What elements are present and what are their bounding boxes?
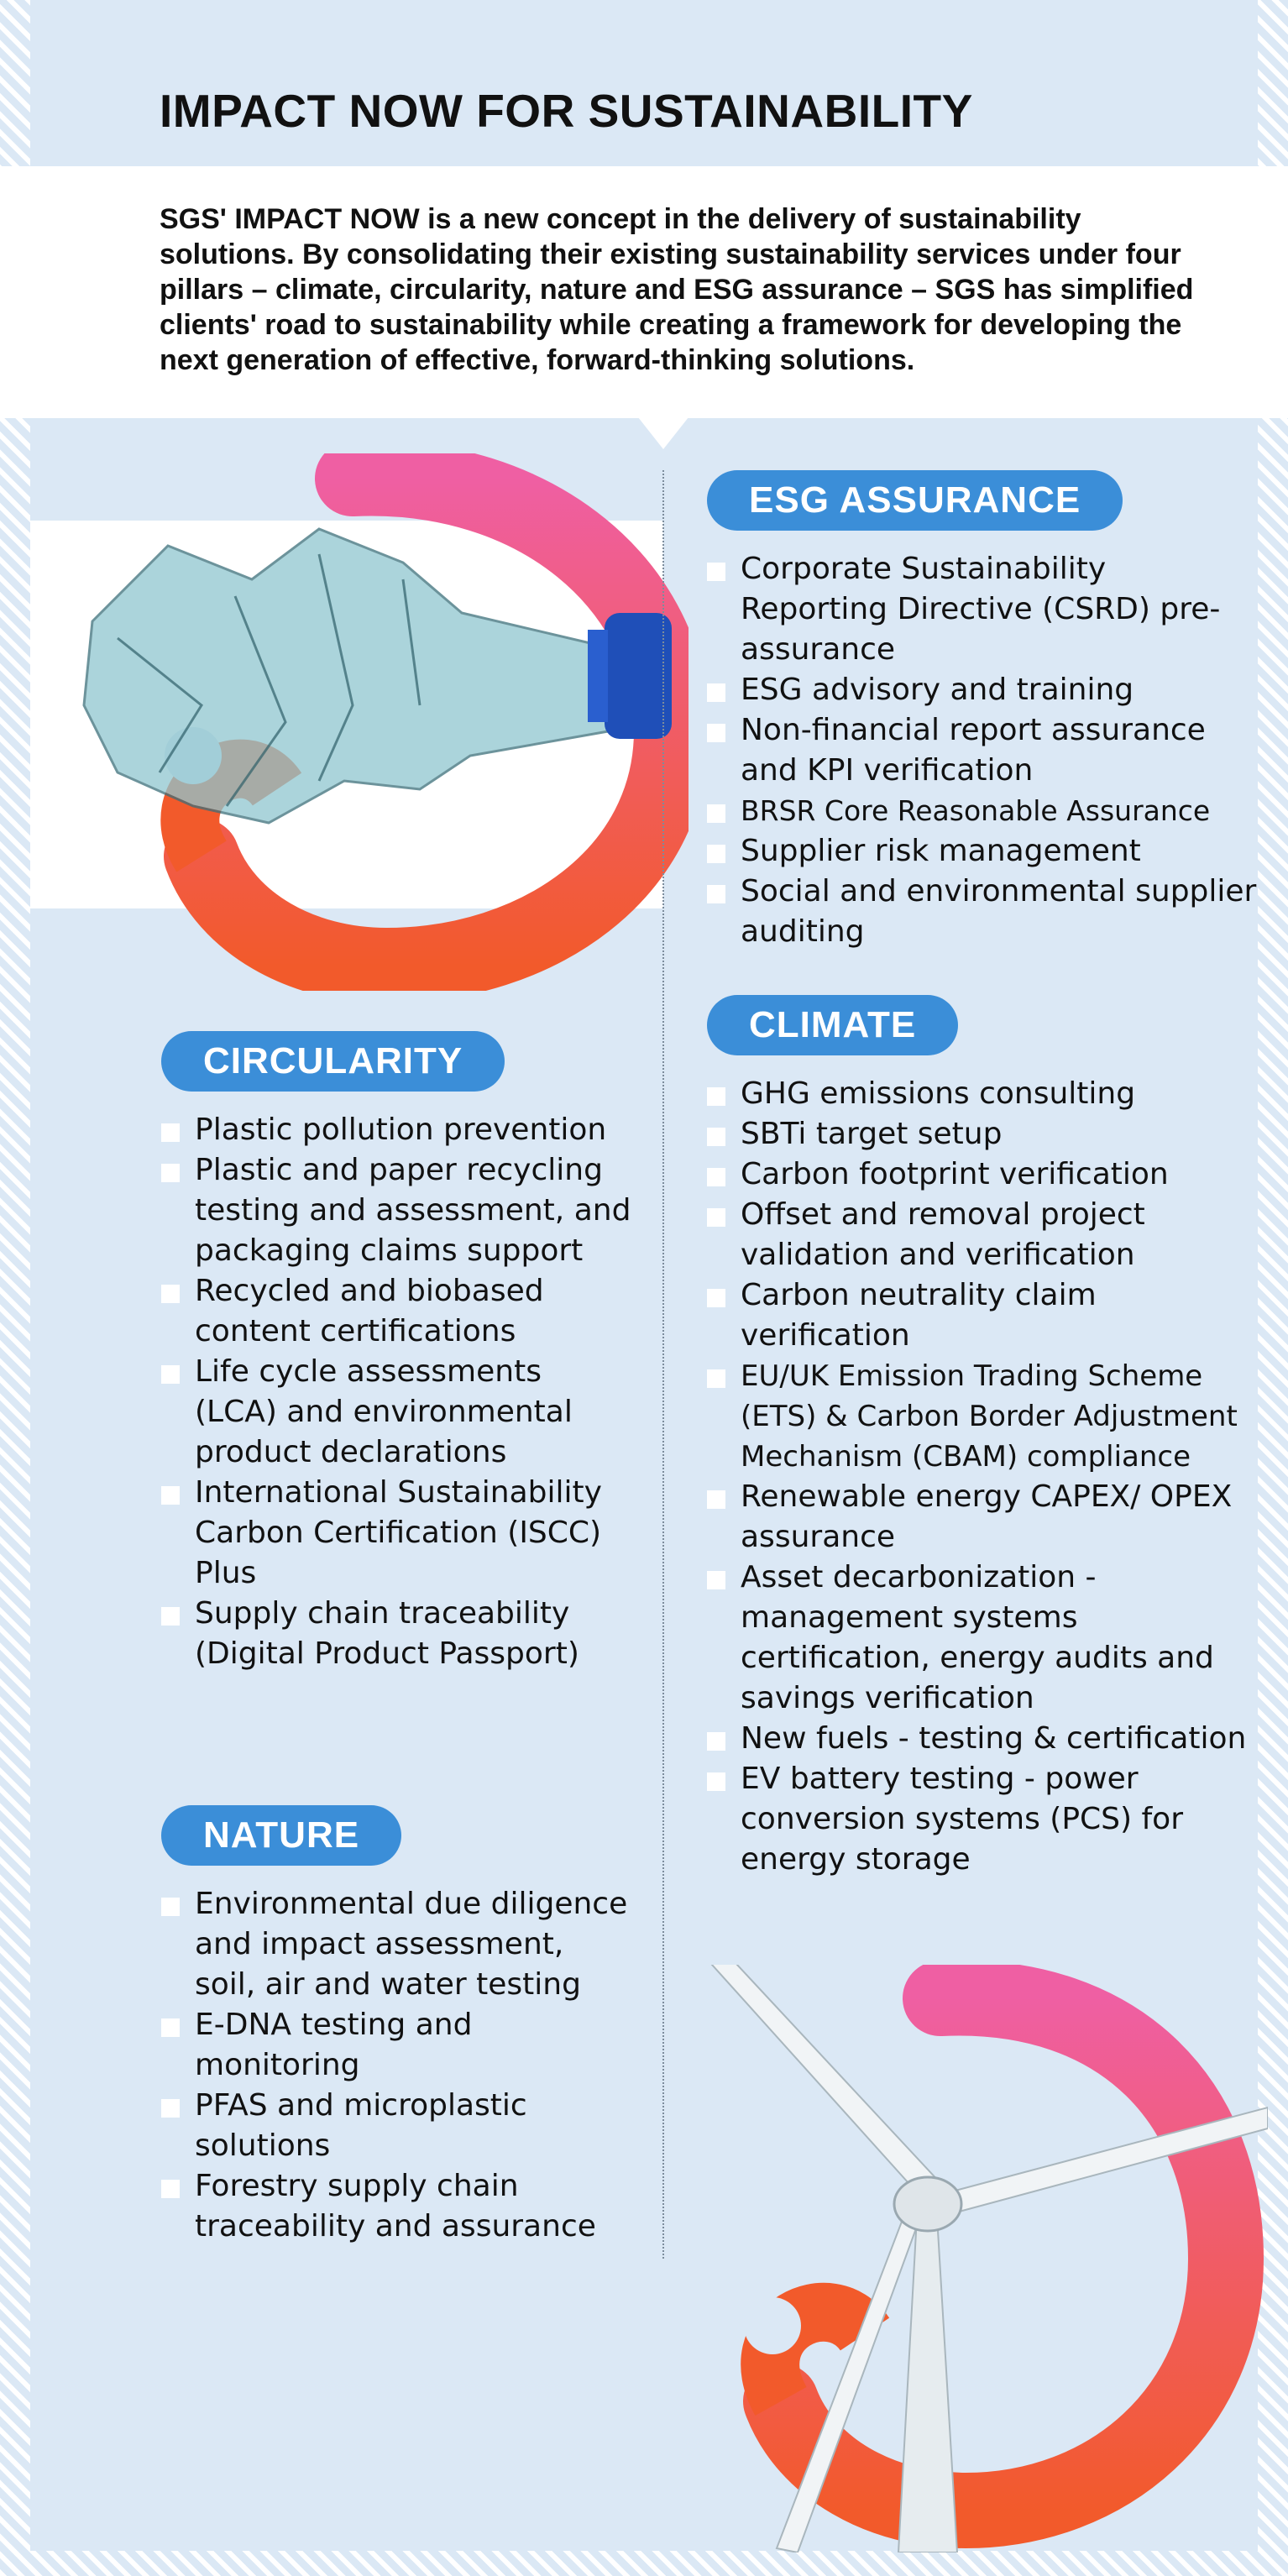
bullet-square-icon xyxy=(161,1365,180,1384)
list-item: Asset decarbonization - management systems certification, energy audits and savings verification xyxy=(707,1558,1261,1719)
list-item: PFAS and microplastic solutions xyxy=(161,2086,631,2166)
bullet-square-icon xyxy=(707,1128,725,1146)
esg-assurance-list xyxy=(707,549,1261,952)
page-title: IMPACT NOW FOR SUSTAINABILITY xyxy=(160,85,973,137)
esg-assurance-heading: ESG ASSURANCE xyxy=(707,470,1123,531)
bullet-square-icon xyxy=(161,2180,180,2198)
intro-paragraph: SGS' IMPACT NOW is a new concept in the delivery of sustainability solutions. By consolidating their existing sustainability services under four pillars – climate, circularity, nature and ESG assurance – SGS has simplified clients' road to sustainability while creating a framework for developing the next generation of effective, forward-thinking solutions. xyxy=(160,203,1194,376)
bullet-square-icon xyxy=(161,2018,180,2037)
crushed-plastic-bottle-icon xyxy=(67,453,689,991)
list-item: Plastic and paper recycling testing and assessment, and packaging claims support xyxy=(161,1150,631,1271)
bullet-square-icon xyxy=(161,2099,180,2118)
bullet-square-icon xyxy=(707,1289,725,1307)
bullet-square-icon xyxy=(707,724,725,742)
list-item: Corporate Sustainability Reporting Directive (CSRD) pre-assurance xyxy=(707,549,1261,670)
bullet-square-icon xyxy=(707,1772,725,1791)
bullet-square-icon xyxy=(707,1369,725,1388)
list-item: E-DNA testing and monitoring xyxy=(161,2005,631,2086)
list-item: Carbon footprint verification xyxy=(707,1154,1261,1195)
section-circularity xyxy=(161,1031,631,1674)
bullet-square-icon xyxy=(161,1607,180,1626)
circularity-heading: CIRCULARITY xyxy=(161,1031,505,1092)
list-item: SBTi target setup xyxy=(707,1114,1261,1154)
section-esg-assurance xyxy=(707,470,1261,952)
bullet-square-icon xyxy=(707,845,725,863)
list-item: Recycled and biobased content certifications xyxy=(161,1271,631,1352)
bullet-square-icon xyxy=(161,1486,180,1505)
circularity-list xyxy=(161,1110,631,1674)
climate-list xyxy=(707,1074,1261,1880)
list-item: Plastic pollution prevention xyxy=(161,1110,631,1150)
turbine-hub xyxy=(894,2177,961,2231)
wind-turbine-icon xyxy=(689,1965,1268,2552)
list-item: Supply chain traceability (Digital Product Passport) xyxy=(161,1594,631,1674)
list-item: New fuels - testing & certification xyxy=(707,1719,1261,1759)
bullet-square-icon xyxy=(161,1898,180,1916)
climate-heading: CLIMATE xyxy=(707,995,958,1055)
intro-pointer xyxy=(638,417,689,449)
bullet-square-icon xyxy=(161,1285,180,1303)
section-nature xyxy=(161,1805,631,2247)
list-item: GHG emissions consulting xyxy=(707,1074,1261,1114)
list-item: Renewable energy CAPEX/ OPEX assurance xyxy=(707,1477,1261,1558)
list-item: EU/UK Emission Trading Scheme (ETS) & Carbon Border Adjustment Mechanism (CBAM) compliance xyxy=(707,1356,1261,1477)
list-item: Supplier risk management xyxy=(707,831,1261,872)
bullet-square-icon xyxy=(707,1087,725,1106)
section-climate xyxy=(707,995,1261,1880)
list-item: International Sustainability Carbon Certification (ISCC) Plus xyxy=(161,1473,631,1594)
list-item: Social and environmental supplier auditing xyxy=(707,872,1261,952)
turbine-tower xyxy=(898,2217,957,2552)
bullet-square-icon xyxy=(707,804,725,823)
list-item: EV battery testing - power conversion systems (PCS) for energy storage xyxy=(707,1759,1261,1880)
column-divider xyxy=(662,470,664,2259)
nature-list xyxy=(161,1884,631,2247)
bullet-square-icon xyxy=(707,1490,725,1509)
bullet-square-icon xyxy=(707,885,725,903)
bullet-square-icon xyxy=(707,1571,725,1589)
list-item: BRSR Core Reasonable Assurance xyxy=(707,791,1261,831)
bullet-square-icon xyxy=(707,563,725,581)
bullet-square-icon xyxy=(707,1732,725,1751)
bullet-square-icon xyxy=(707,683,725,702)
bullet-square-icon xyxy=(161,1164,180,1182)
list-item: Forestry supply chain traceability and assurance xyxy=(161,2166,631,2247)
header-band xyxy=(30,0,1258,166)
nature-heading: NATURE xyxy=(161,1805,401,1866)
list-item: Carbon neutrality claim verification xyxy=(707,1275,1261,1356)
list-item: ESG advisory and training xyxy=(707,670,1261,710)
swoosh-arc xyxy=(781,1997,1226,2511)
list-item: Life cycle assessments (LCA) and environmental product declarations xyxy=(161,1352,631,1473)
list-item: Offset and removal project validation and verification xyxy=(707,1195,1261,1275)
list-item: Non-financial report assurance and KPI verification xyxy=(707,710,1261,791)
bullet-square-icon xyxy=(707,1168,725,1186)
list-item: Environmental due diligence and impact assessment, soil, air and water testing xyxy=(161,1884,631,2005)
bullet-square-icon xyxy=(161,1123,180,1142)
bullet-square-icon xyxy=(707,1208,725,1227)
bottle-cap xyxy=(605,613,672,739)
